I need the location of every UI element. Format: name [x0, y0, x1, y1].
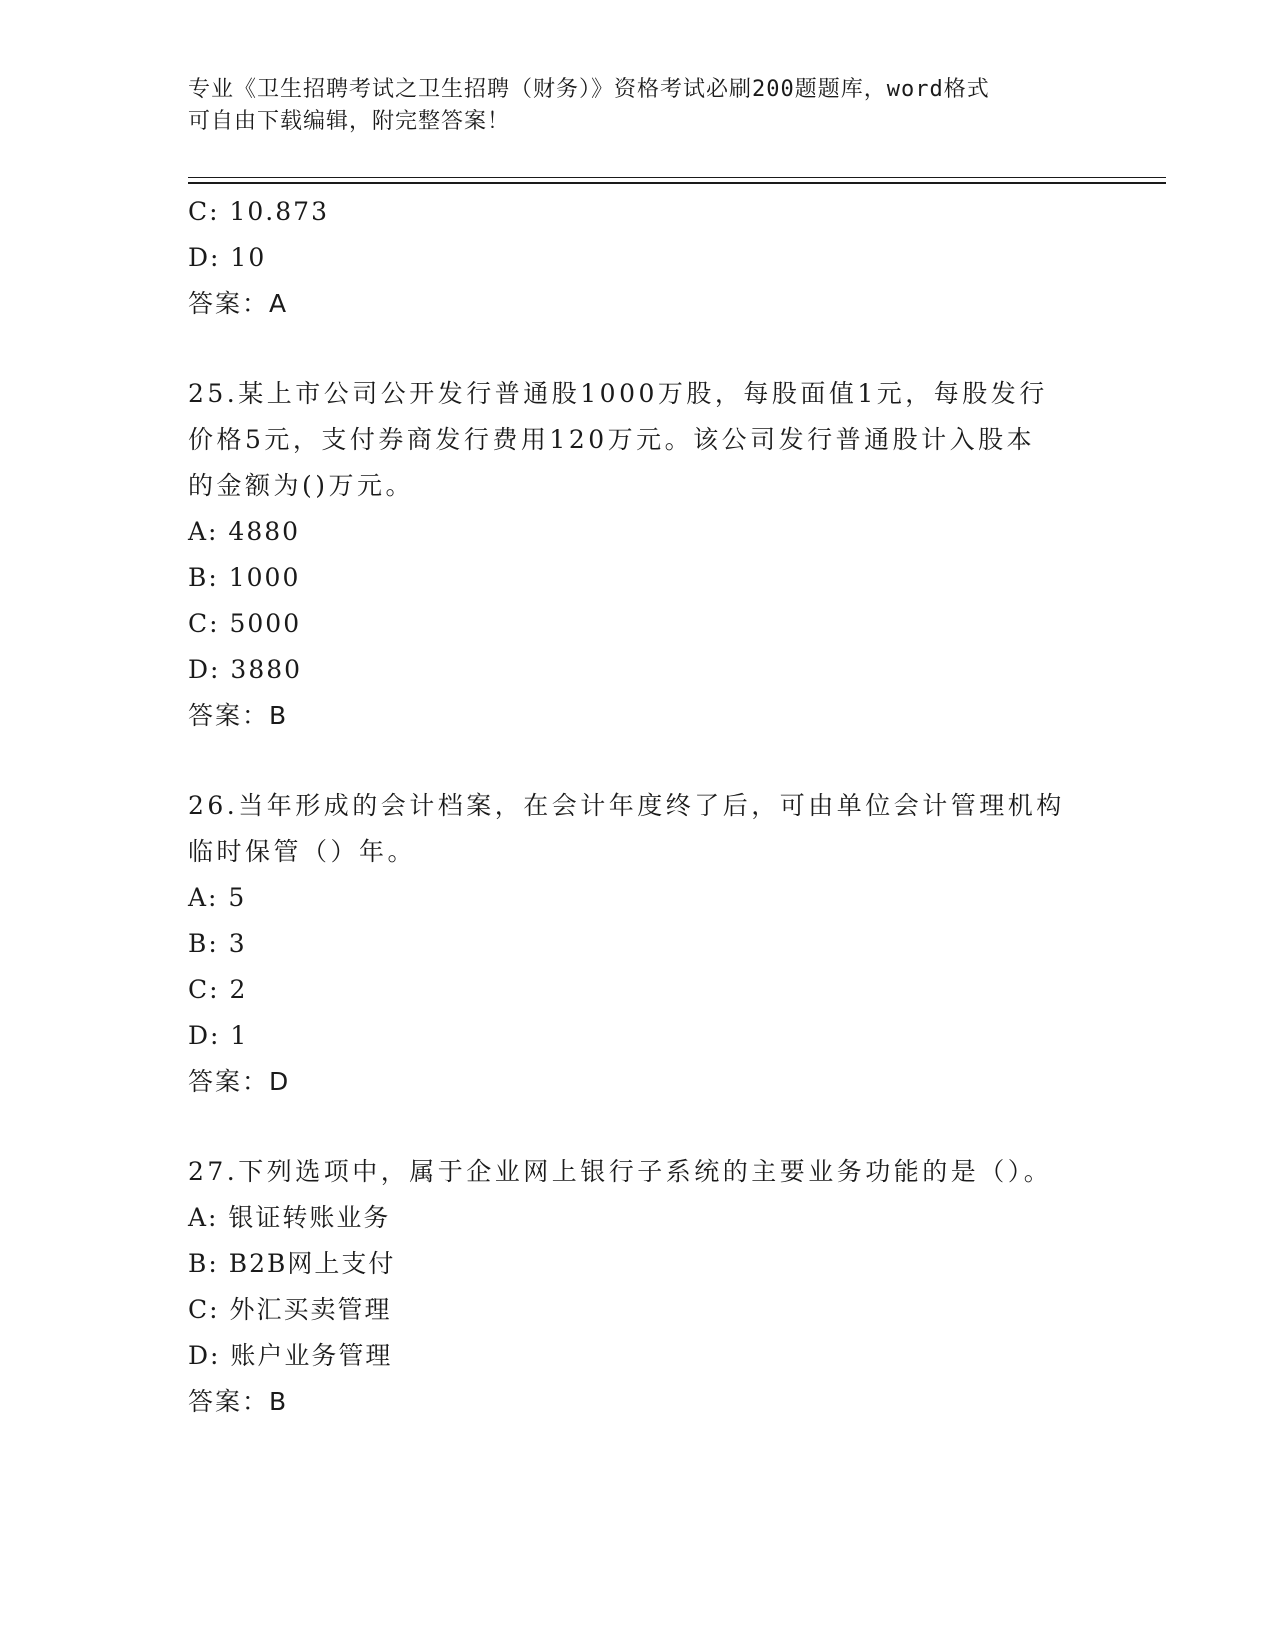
option-b: B: 1000 — [188, 563, 301, 592]
option-c: C: 2 — [188, 975, 248, 1004]
option-c: C: 10.873 — [188, 197, 329, 226]
header-title-line-2: 可自由下载编辑，附完整答案！ — [188, 109, 511, 134]
spacer — [188, 327, 1088, 371]
answer-line: 答案：D — [188, 1067, 291, 1096]
question-stem-line: 25.某上市公司公开发行普通股1000万股，每股面值1元，每股发行 — [188, 379, 1048, 408]
option-a: A: 5 — [188, 883, 247, 912]
question-stem-line: 27.下列选项中，属于企业网上银行子系统的主要业务功能的是（）。 — [188, 1157, 1053, 1186]
document-header — [188, 74, 1068, 138]
option-d: D: 3880 — [188, 655, 303, 684]
option-b: B: 3 — [188, 929, 247, 958]
question-stem-line: 26.当年形成的会计档案，在会计年度终了后，可由单位会计管理机构 — [188, 791, 1065, 820]
option-d: D: 10 — [188, 243, 267, 272]
answer-line: 答案：B — [188, 1387, 289, 1416]
question-stem-line: 价格5元，支付券商发行费用120万元。该公司发行普通股计入股本 — [188, 425, 1036, 454]
option-c: C: 5000 — [188, 609, 302, 638]
previous-question-tail — [188, 189, 1088, 327]
question-stem-line: 的金额为()万元。 — [188, 471, 415, 500]
spacer — [188, 739, 1088, 783]
question-list — [188, 189, 1088, 1425]
option-d: D: 账户业务管理 — [188, 1341, 393, 1370]
answer-line: 答案：B — [188, 701, 289, 730]
option-a: A: 4880 — [188, 517, 301, 546]
question-27 — [188, 1149, 1088, 1425]
question-25 — [188, 371, 1088, 739]
header-divider-thick — [188, 182, 1166, 184]
option-a: A: 银证转账业务 — [188, 1203, 391, 1232]
option-b: B: B2B网上支付 — [188, 1249, 396, 1278]
spacer — [188, 1105, 1088, 1149]
answer-line: 答案：A — [188, 289, 289, 318]
question-stem-line: 临时保管（）年。 — [188, 837, 417, 866]
question-26 — [188, 783, 1088, 1105]
option-c: C: 外汇买卖管理 — [188, 1295, 392, 1324]
option-d: D: 1 — [188, 1021, 249, 1050]
header-divider-thin — [188, 177, 1166, 178]
header-title-line-1: 专业《卫生招聘考试之卫生招聘（财务）》资格考试必刷200题题库，word格式 — [188, 77, 990, 102]
